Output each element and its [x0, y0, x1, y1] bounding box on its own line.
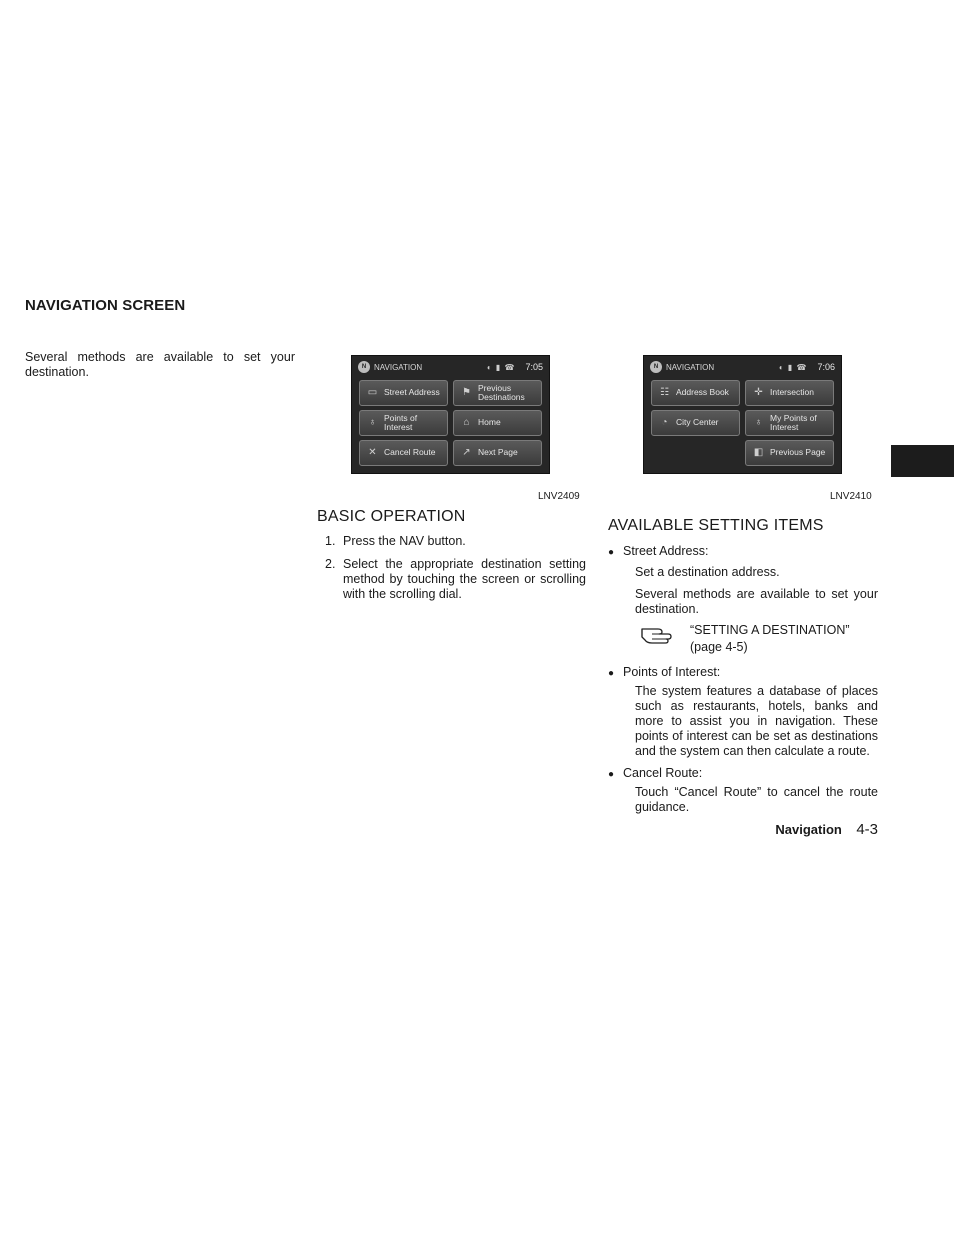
screen-clock: 7:06	[817, 362, 835, 372]
nav-logo-icon: N	[358, 361, 370, 373]
screen-clock: 7:05	[525, 362, 543, 372]
map-icon: ▭	[367, 387, 378, 399]
reference	[640, 623, 878, 657]
intersection-icon: ✛	[754, 387, 763, 399]
screen-title: NAVIGATION	[374, 362, 423, 372]
button-label: My Points of	[770, 412, 817, 423]
address-book-button[interactable]	[651, 380, 740, 406]
button-label: Next Page	[478, 447, 518, 458]
step-text: Select the appropriate destination setting method by touching the screen or scrolling with the scrolling dial.	[343, 557, 586, 601]
available-setting-items-heading: AVAILABLE SETTING ITEMS	[608, 517, 824, 534]
points-of-interest-button[interactable]	[359, 410, 448, 436]
button-label: Intersection	[770, 387, 814, 398]
address-book-icon: ☷	[660, 387, 669, 399]
cancel-route-icon: ✕	[368, 447, 377, 459]
navigation-screen-image-2	[643, 355, 842, 474]
list-item	[608, 544, 878, 560]
next-page-button[interactable]	[453, 440, 542, 466]
figure-caption-1: LNV2409	[538, 491, 580, 502]
button-label-line2: Destinations	[478, 392, 525, 402]
home-icon: ⌂	[463, 417, 470, 429]
screen-topbar	[352, 356, 549, 378]
screen-title: NAVIGATION	[666, 362, 715, 372]
city-center-icon: ◔	[661, 417, 668, 429]
item-description: Set a destination address.	[635, 565, 780, 579]
step-number: 1.	[325, 534, 336, 548]
bullet: ●	[608, 769, 615, 780]
home-button[interactable]	[453, 410, 542, 436]
button-label: Points of	[384, 412, 418, 423]
item-description: The system features a database of places such as restaurants, hotels, banks and more to assist you in navigation. These points of interest can be set as destinations and the system can then calculate a route.	[635, 684, 878, 758]
button-label-line2: Interest	[770, 422, 799, 432]
nav-logo-icon: N	[650, 361, 662, 373]
button-label: City Center	[676, 417, 719, 428]
page-number: 4-3	[856, 821, 878, 838]
my-points-of-interest-button[interactable]	[745, 410, 834, 436]
list-item	[608, 665, 878, 681]
button-label: Home	[478, 417, 501, 428]
previous-page-button[interactable]	[745, 440, 834, 466]
page-footer	[700, 821, 878, 839]
navigation-screen-image-1	[351, 355, 550, 474]
status-icons: ◐ ▮ ☎	[778, 362, 808, 372]
basic-operation-heading: BASIC OPERATION	[317, 508, 466, 525]
button-label: Street Address	[384, 387, 440, 398]
step-item	[317, 534, 586, 549]
previous-page-icon: ◧	[753, 447, 764, 459]
next-page-icon: ↗	[462, 447, 471, 459]
item-label: Cancel Route:	[623, 766, 703, 780]
my-poi-icon: ♁	[754, 417, 763, 429]
status-icons: ◐ ▮ ☎	[486, 362, 516, 372]
screen-topbar	[644, 356, 841, 378]
step-item	[317, 557, 586, 602]
intersection-button[interactable]	[745, 380, 834, 406]
step-number: 2.	[325, 557, 336, 571]
item-description: Several methods are available to set your destination.	[635, 587, 878, 616]
button-label: Previous Page	[770, 447, 826, 458]
button-label: Previous	[478, 382, 512, 393]
street-address-button[interactable]	[359, 380, 448, 406]
city-center-button[interactable]	[651, 410, 740, 436]
button-label: Cancel Route	[384, 447, 436, 458]
figure-caption-2: LNV2410	[830, 491, 872, 502]
reference-title[interactable]: “SETTING A DESTINATION”	[690, 623, 850, 637]
pin-icon: ♁	[368, 417, 377, 429]
basic-operation-steps	[317, 534, 586, 610]
button-label: Address Book	[676, 387, 729, 398]
step-text: Press the NAV button.	[343, 534, 466, 548]
button-label-line2: Interest	[384, 422, 413, 432]
bullet: ●	[608, 668, 615, 679]
list-item	[608, 766, 878, 782]
flags-icon: ⚑	[462, 387, 471, 399]
section-title: NAVIGATION SCREEN	[25, 297, 186, 314]
item-label: Street Address:	[623, 544, 709, 558]
chapter-tab	[891, 445, 954, 477]
pointing-hand-icon	[640, 623, 676, 645]
intro-text: Several methods are available to set your destination.	[25, 350, 295, 379]
cancel-route-button[interactable]	[359, 440, 448, 466]
footer-section-label: Navigation	[775, 822, 842, 837]
reference-page[interactable]: (page 4-5)	[690, 640, 748, 654]
bullet: ●	[608, 547, 615, 558]
previous-destinations-button[interactable]	[453, 380, 542, 406]
item-label: Points of Interest:	[623, 665, 721, 679]
item-description: Touch “Cancel Route” to cancel the route guidance.	[635, 785, 878, 814]
